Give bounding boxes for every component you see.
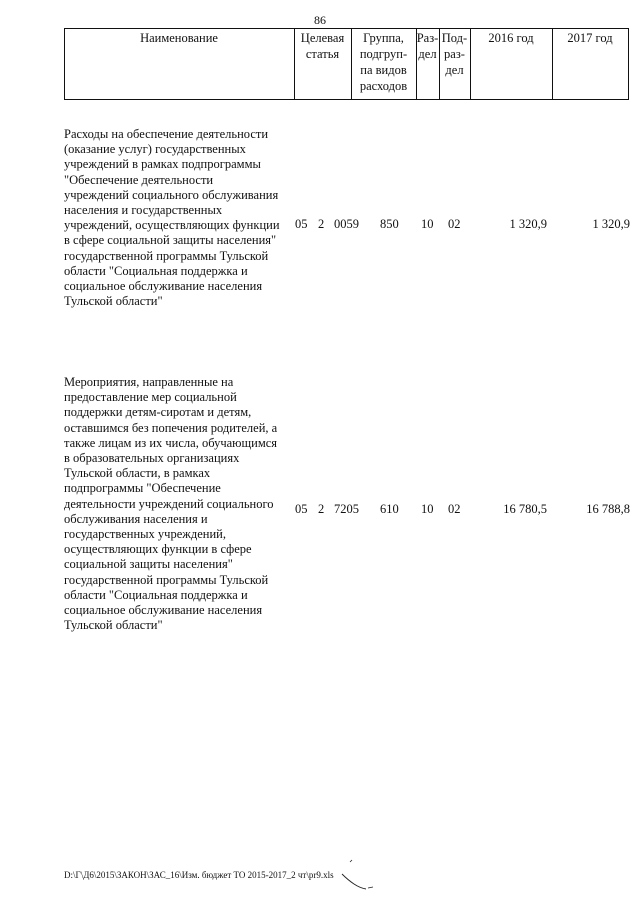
header-section: Раз- дел — [416, 31, 439, 61]
row-section: 10 — [421, 502, 434, 516]
header-expense-group: Группа, подгруп- па видов расходов — [359, 31, 408, 93]
footer-file-path: D:\Г\Д6\2015\ЗАКОН\ЗАС_16\Изм. бюджет ТО 2015-2017_2 чт\рr9.xls — [64, 870, 334, 880]
row-article-part3: 7205 — [334, 502, 359, 516]
row-article-part3: 0059 — [334, 217, 359, 231]
header-border-right — [628, 28, 629, 100]
row-name: Мероприятия, направленные на предоставление мер социальной поддержки детям-сиротам и детям, оставшимся без попечения родителей, а также лицам из их числа, обучающимся в образовательных организациях Тульской области, в рамках подпрограммы "Обеспечение деятельности учреждений социального обслуживания населения и государственных учреждений, осуществляющих функции в сфере социальной защиты населения" государственной программы Тульской области "Социальная поддержка и социальное обслуживание населения Тульской области" — [64, 375, 278, 633]
header-name: Наименование — [140, 31, 218, 45]
table-row — [64, 127, 630, 317]
header-target-article: Целевая статья — [300, 31, 345, 61]
row-expense-group: 610 — [380, 502, 399, 516]
header-top-border — [64, 28, 629, 29]
row-expense-group: 850 — [380, 217, 399, 231]
row-name: Расходы на обеспечение деятельности (оказание услуг) государственных учреждений в рамках подпрограммы "Обеспечение деятельности учреждений социального обслуживания населения и государственных учреждений, осуществляющих функции в сфере социальной защиты населения" государственной программы Тульской области "Социальная поддержка и социальное обслуживание населения Тульской области" — [64, 127, 280, 309]
row-article-part1: 05 — [295, 502, 308, 516]
row-article-part2: 2 — [318, 217, 325, 231]
row-subsection: 02 — [448, 502, 461, 516]
header-year-2016: 2016 год — [488, 31, 534, 45]
row-article-part2: 2 — [318, 502, 325, 516]
table-row — [64, 375, 630, 645]
row-article-part1: 05 — [295, 217, 308, 231]
header-year-2017: 2017 год — [567, 31, 613, 45]
row-section: 10 — [421, 217, 434, 231]
header-subsection: Под- раз- дел — [441, 31, 468, 77]
pen-mark-decoration — [340, 858, 376, 892]
row-subsection: 02 — [448, 217, 461, 231]
table-header — [64, 28, 629, 100]
row-amount-2017: 16 788,8 — [586, 502, 630, 516]
row-amount-2016: 16 780,5 — [503, 502, 547, 516]
page-number: 86 — [314, 13, 326, 27]
row-amount-2016: 1 320,9 — [509, 217, 547, 231]
row-amount-2017: 1 320,9 — [592, 217, 630, 231]
header-bottom-border — [64, 99, 629, 100]
